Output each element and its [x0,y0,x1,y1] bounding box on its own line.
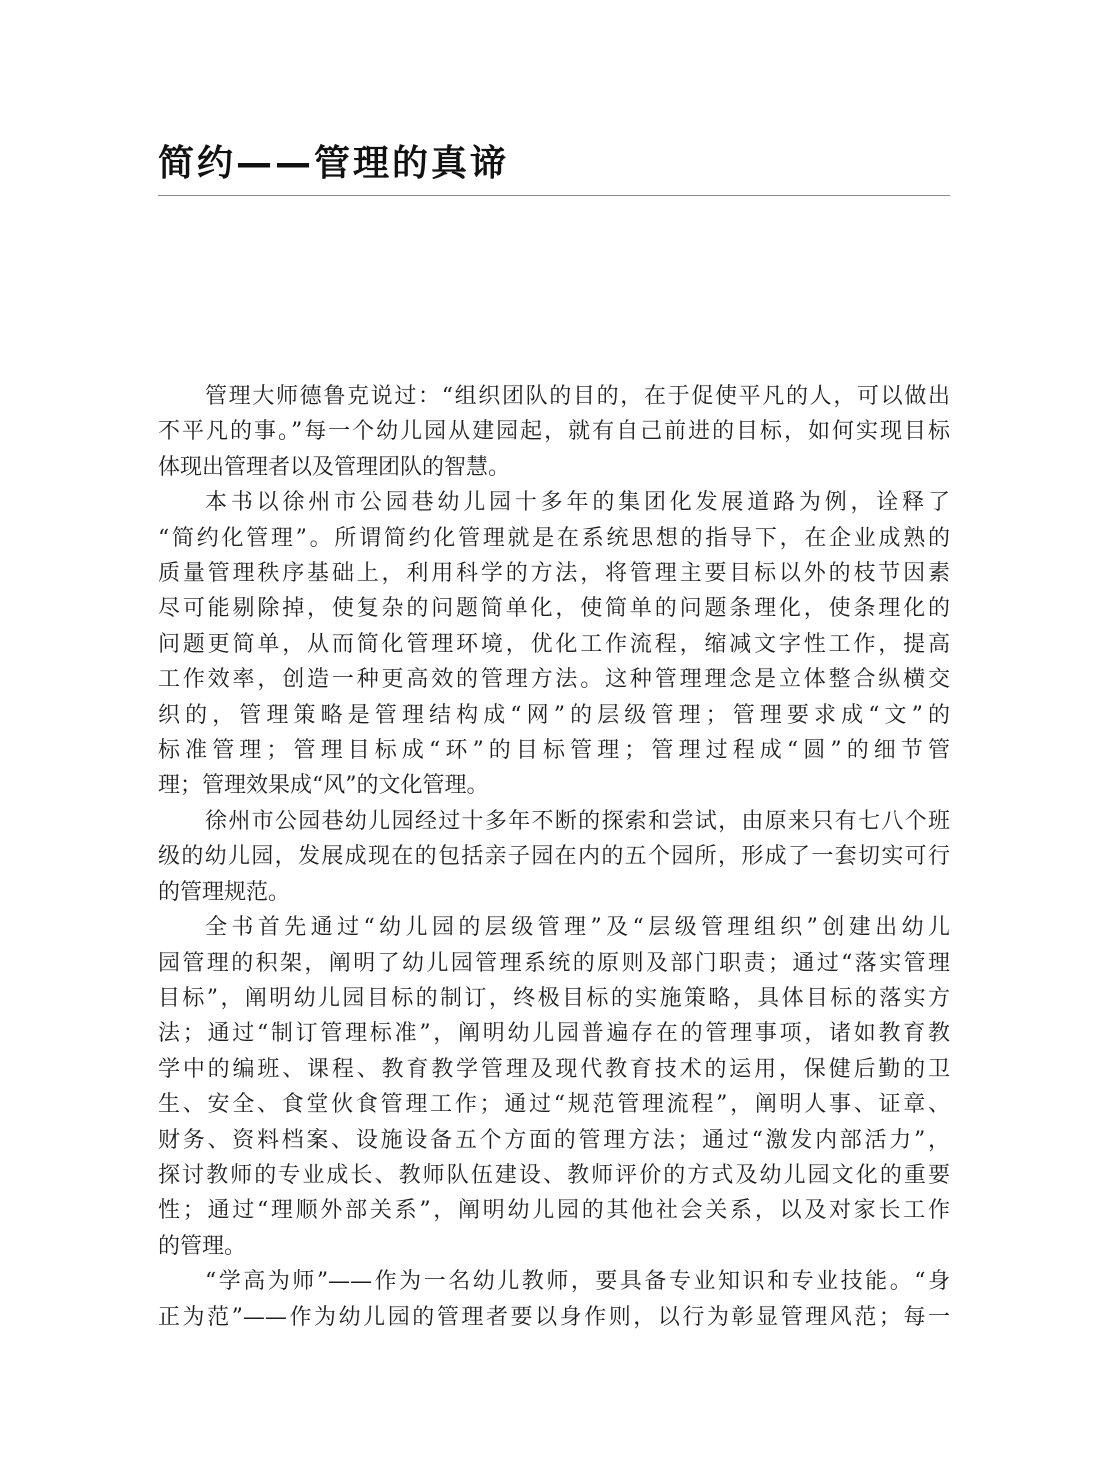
text-line: 体现出管理者以及管理团队的智慧。 [158,454,511,480]
text-line: 园管理的积架，阐明了幼儿园管理系统的原则及部门职责；通过“落实管理 [158,950,950,976]
text-line: 徐州市公园巷幼儿园经过十多年不断的探索和尝试，由原来只有七八个班 [205,808,950,834]
text-line: 问题更简单，从而简化管理环境，优化工作流程，缩减文字性工作，提高 [158,631,950,657]
paragraph [158,379,950,485]
paragraph [158,1264,950,1335]
text-line: 尽可能剔除掉，使复杂的问题简单化，使简单的问题条理化，使条理化的 [158,596,950,622]
text-line: 学中的编班、课程、教育教学管理及现代教育技术的运用，保健后勤的卫 [158,1056,950,1082]
text-line: 管理大师德鲁克说过：“组织团队的目的，在于促使平凡的人，可以做出 [205,384,950,409]
text-line: 工作效率，创造一种更高效的管理方法。这种管理理念是立体整合纵横交 [158,667,950,693]
text-line: 目标”，阐明幼儿园目标的制订，终极目标的实施策略，具体目标的落实方 [158,985,950,1011]
text-line: 性；通过“理顺外部关系”，阐明幼儿园的其他社会关系，以及对家长工作 [158,1198,950,1224]
body-text [158,379,950,1335]
text-line: 财务、资料档案、设施设备五个方面的管理方法；通过“激发内部活力”， [158,1127,950,1153]
text-line: 理；管理效果成“风”的文化管理。 [158,773,489,799]
text-line: “学高为师”——作为一名幼儿教师，要具备专业知识和专业技能。“身 [205,1269,950,1295]
text-line: 织的，管理策略是管理结构成“网”的层级管理；管理要求成“文”的 [158,702,950,728]
paragraph [158,485,950,804]
text-line: 生、安全、食堂伙食管理工作；通过“规范管理流程”，阐明人事、证章、 [158,1092,950,1118]
text-line: 探讨教师的专业成长、教师队伍建设、教师评价的方式及幼儿园文化的重要 [158,1162,950,1188]
text-line: 不平凡的事。”每一个幼儿园从建园起，就有自己前进的目标，如何实现目标 [158,419,950,445]
title-rule [158,195,950,196]
paragraph [158,910,950,1264]
text-line: 全书首先通过“幼儿园的层级管理”及“层级管理组织”创建出幼儿 [205,915,950,941]
text-line: 本书以徐州市公园巷幼儿园十多年的集团化发展道路为例，诠释了 [205,490,950,516]
page-title: 简约——管理的真谛 [158,143,510,184]
text-line: “简约化管理”。所谓简约化管理就是在系统思想的指导下，在企业成熟的 [158,525,950,551]
text-line: 的管理。 [158,1233,247,1259]
text-line: 标准管理；管理目标成“环”的目标管理；管理过程成“圆”的细节管 [158,738,950,764]
text-line: 正为范”——作为幼儿园的管理者要以身作则，以行为彰显管理风范；每一 [158,1304,950,1330]
text-line: 法；通过“制订管理标准”，阐明幼儿园普遍存在的管理事项，诸如教育教 [158,1021,950,1047]
text-line: 的管理规范。 [158,879,291,905]
paragraph [158,804,950,910]
text-line: 级的幼儿园，发展成现在的包括亲子园在内的五个园所，形成了一套切实可行 [158,844,950,870]
text-line: 质量管理秩序基础上，利用科学的方法，将管理主要目标以外的枝节因素 [158,561,950,587]
